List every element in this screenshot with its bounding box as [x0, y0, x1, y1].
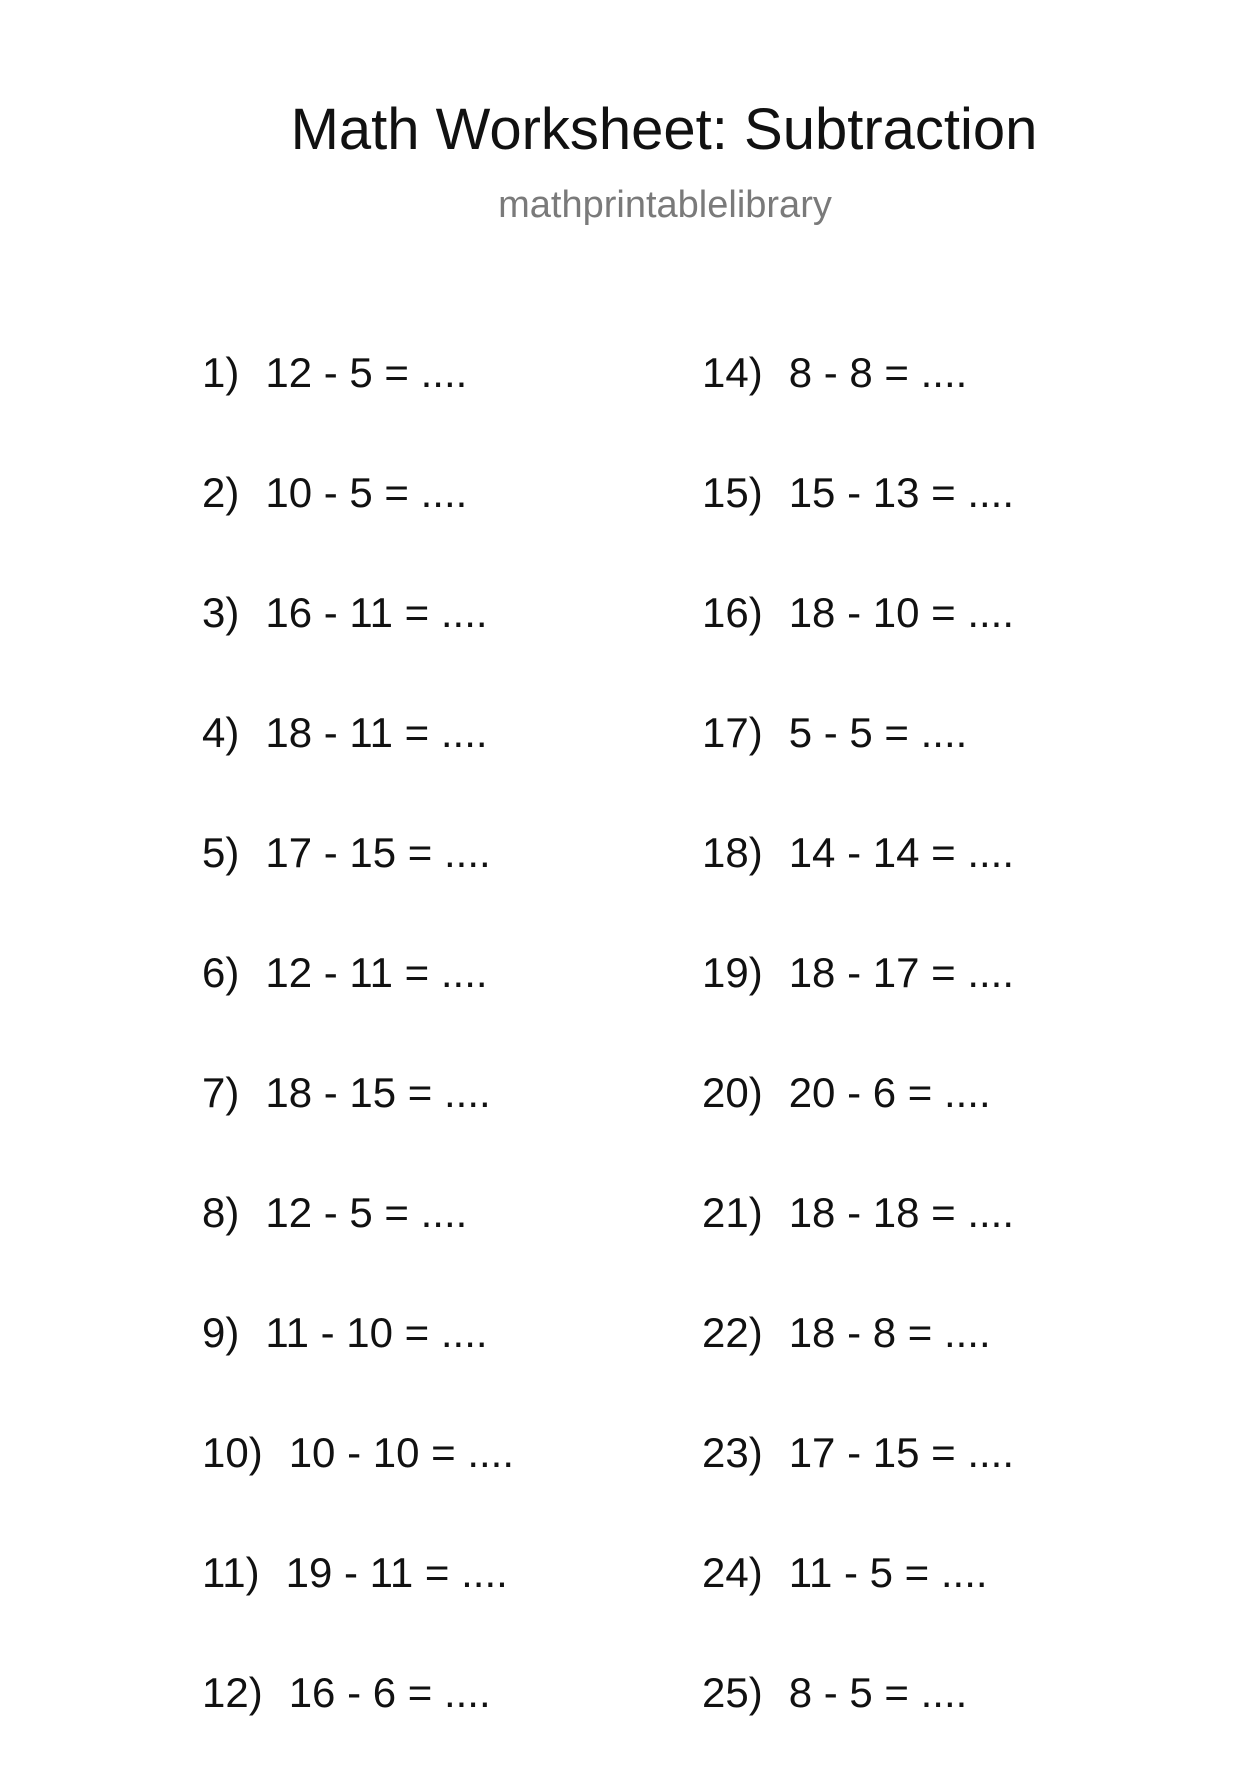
problem-number: 6) — [202, 949, 240, 996]
problem-item — [702, 588, 1014, 708]
problem-item — [202, 708, 514, 828]
problem-number: 1) — [202, 349, 240, 396]
problem-number: 20) — [702, 1069, 763, 1116]
problem-expression: 12 - 11 = .... — [265, 949, 488, 996]
problem-expression: 17 - 15 = .... — [788, 1429, 1015, 1476]
source-label: mathprintablelibrary — [498, 184, 832, 226]
problem-expression: 15 - 13 = .... — [788, 469, 1015, 516]
problem-item — [202, 588, 514, 708]
problem-number: 10) — [202, 1429, 263, 1476]
problem-number: 15) — [702, 469, 763, 516]
problem-number: 9) — [202, 1309, 240, 1356]
problem-expression: 20 - 6 = .... — [788, 1069, 991, 1116]
problem-number: 22) — [702, 1309, 763, 1356]
problem-number: 12) — [202, 1669, 263, 1716]
problem-number: 16) — [702, 589, 763, 636]
problem-expression: 19 - 11 = .... — [285, 1549, 508, 1596]
problem-expression: 12 - 5 = .... — [265, 349, 468, 396]
problem-item — [202, 1548, 514, 1668]
problem-number: 25) — [702, 1669, 763, 1716]
problem-item — [702, 1668, 1014, 1788]
problem-item — [202, 948, 514, 1068]
problem-column-right — [702, 348, 1014, 1788]
problem-number: 18) — [702, 829, 763, 876]
problem-expression: 11 - 10 = .... — [265, 1309, 488, 1356]
problem-expression: 8 - 5 = .... — [788, 1669, 968, 1716]
problem-item — [202, 1188, 514, 1308]
problem-expression: 16 - 6 = .... — [288, 1669, 491, 1716]
problem-number: 14) — [702, 349, 763, 396]
problem-expression: 18 - 15 = .... — [265, 1069, 491, 1116]
problem-item — [202, 1308, 514, 1428]
problem-expression: 18 - 8 = .... — [788, 1309, 991, 1356]
problem-expression: 5 - 5 = .... — [788, 709, 968, 756]
problem-item — [702, 948, 1014, 1068]
problem-item — [202, 1668, 514, 1788]
problem-number: 21) — [702, 1189, 763, 1236]
problem-number: 8) — [202, 1189, 240, 1236]
problem-expression: 17 - 15 = .... — [265, 829, 491, 876]
problem-item — [202, 828, 514, 948]
problem-item — [702, 1308, 1014, 1428]
problem-number: 23) — [702, 1429, 763, 1476]
problem-item — [702, 828, 1014, 948]
problem-expression: 16 - 11 = .... — [265, 589, 488, 636]
problem-expression: 10 - 10 = .... — [288, 1429, 515, 1476]
problem-item — [202, 348, 514, 468]
problem-expression: 11 - 5 = .... — [788, 1549, 988, 1596]
problem-number: 3) — [202, 589, 240, 636]
problem-expression: 18 - 18 = .... — [788, 1189, 1015, 1236]
problem-item — [702, 1068, 1014, 1188]
problem-item — [702, 1188, 1014, 1308]
problem-item — [702, 1428, 1014, 1548]
problem-column-left — [202, 348, 514, 1788]
problem-number: 4) — [202, 709, 240, 756]
page-title: Math Worksheet: Subtraction — [290, 97, 1038, 162]
problem-item — [202, 468, 514, 588]
problem-expression: 18 - 10 = .... — [788, 589, 1015, 636]
problem-expression: 18 - 11 = .... — [265, 709, 488, 756]
problem-item — [702, 708, 1014, 828]
problem-number: 24) — [702, 1549, 763, 1596]
problem-expression: 14 - 14 = .... — [788, 829, 1015, 876]
problem-number: 17) — [702, 709, 763, 756]
problem-number: 5) — [202, 829, 240, 876]
problem-expression: 10 - 5 = .... — [265, 469, 468, 516]
problem-number: 11) — [202, 1549, 260, 1596]
problem-item — [202, 1428, 514, 1548]
problem-number: 19) — [702, 949, 763, 996]
problem-number: 2) — [202, 469, 240, 516]
problem-number: 7) — [202, 1069, 240, 1116]
problem-item — [702, 1548, 1014, 1668]
problem-item — [202, 1068, 514, 1188]
problem-expression: 18 - 17 = .... — [788, 949, 1015, 996]
problem-item — [702, 468, 1014, 588]
problem-item — [702, 348, 1014, 468]
problem-expression: 8 - 8 = .... — [788, 349, 968, 396]
problem-expression: 12 - 5 = .... — [265, 1189, 468, 1236]
